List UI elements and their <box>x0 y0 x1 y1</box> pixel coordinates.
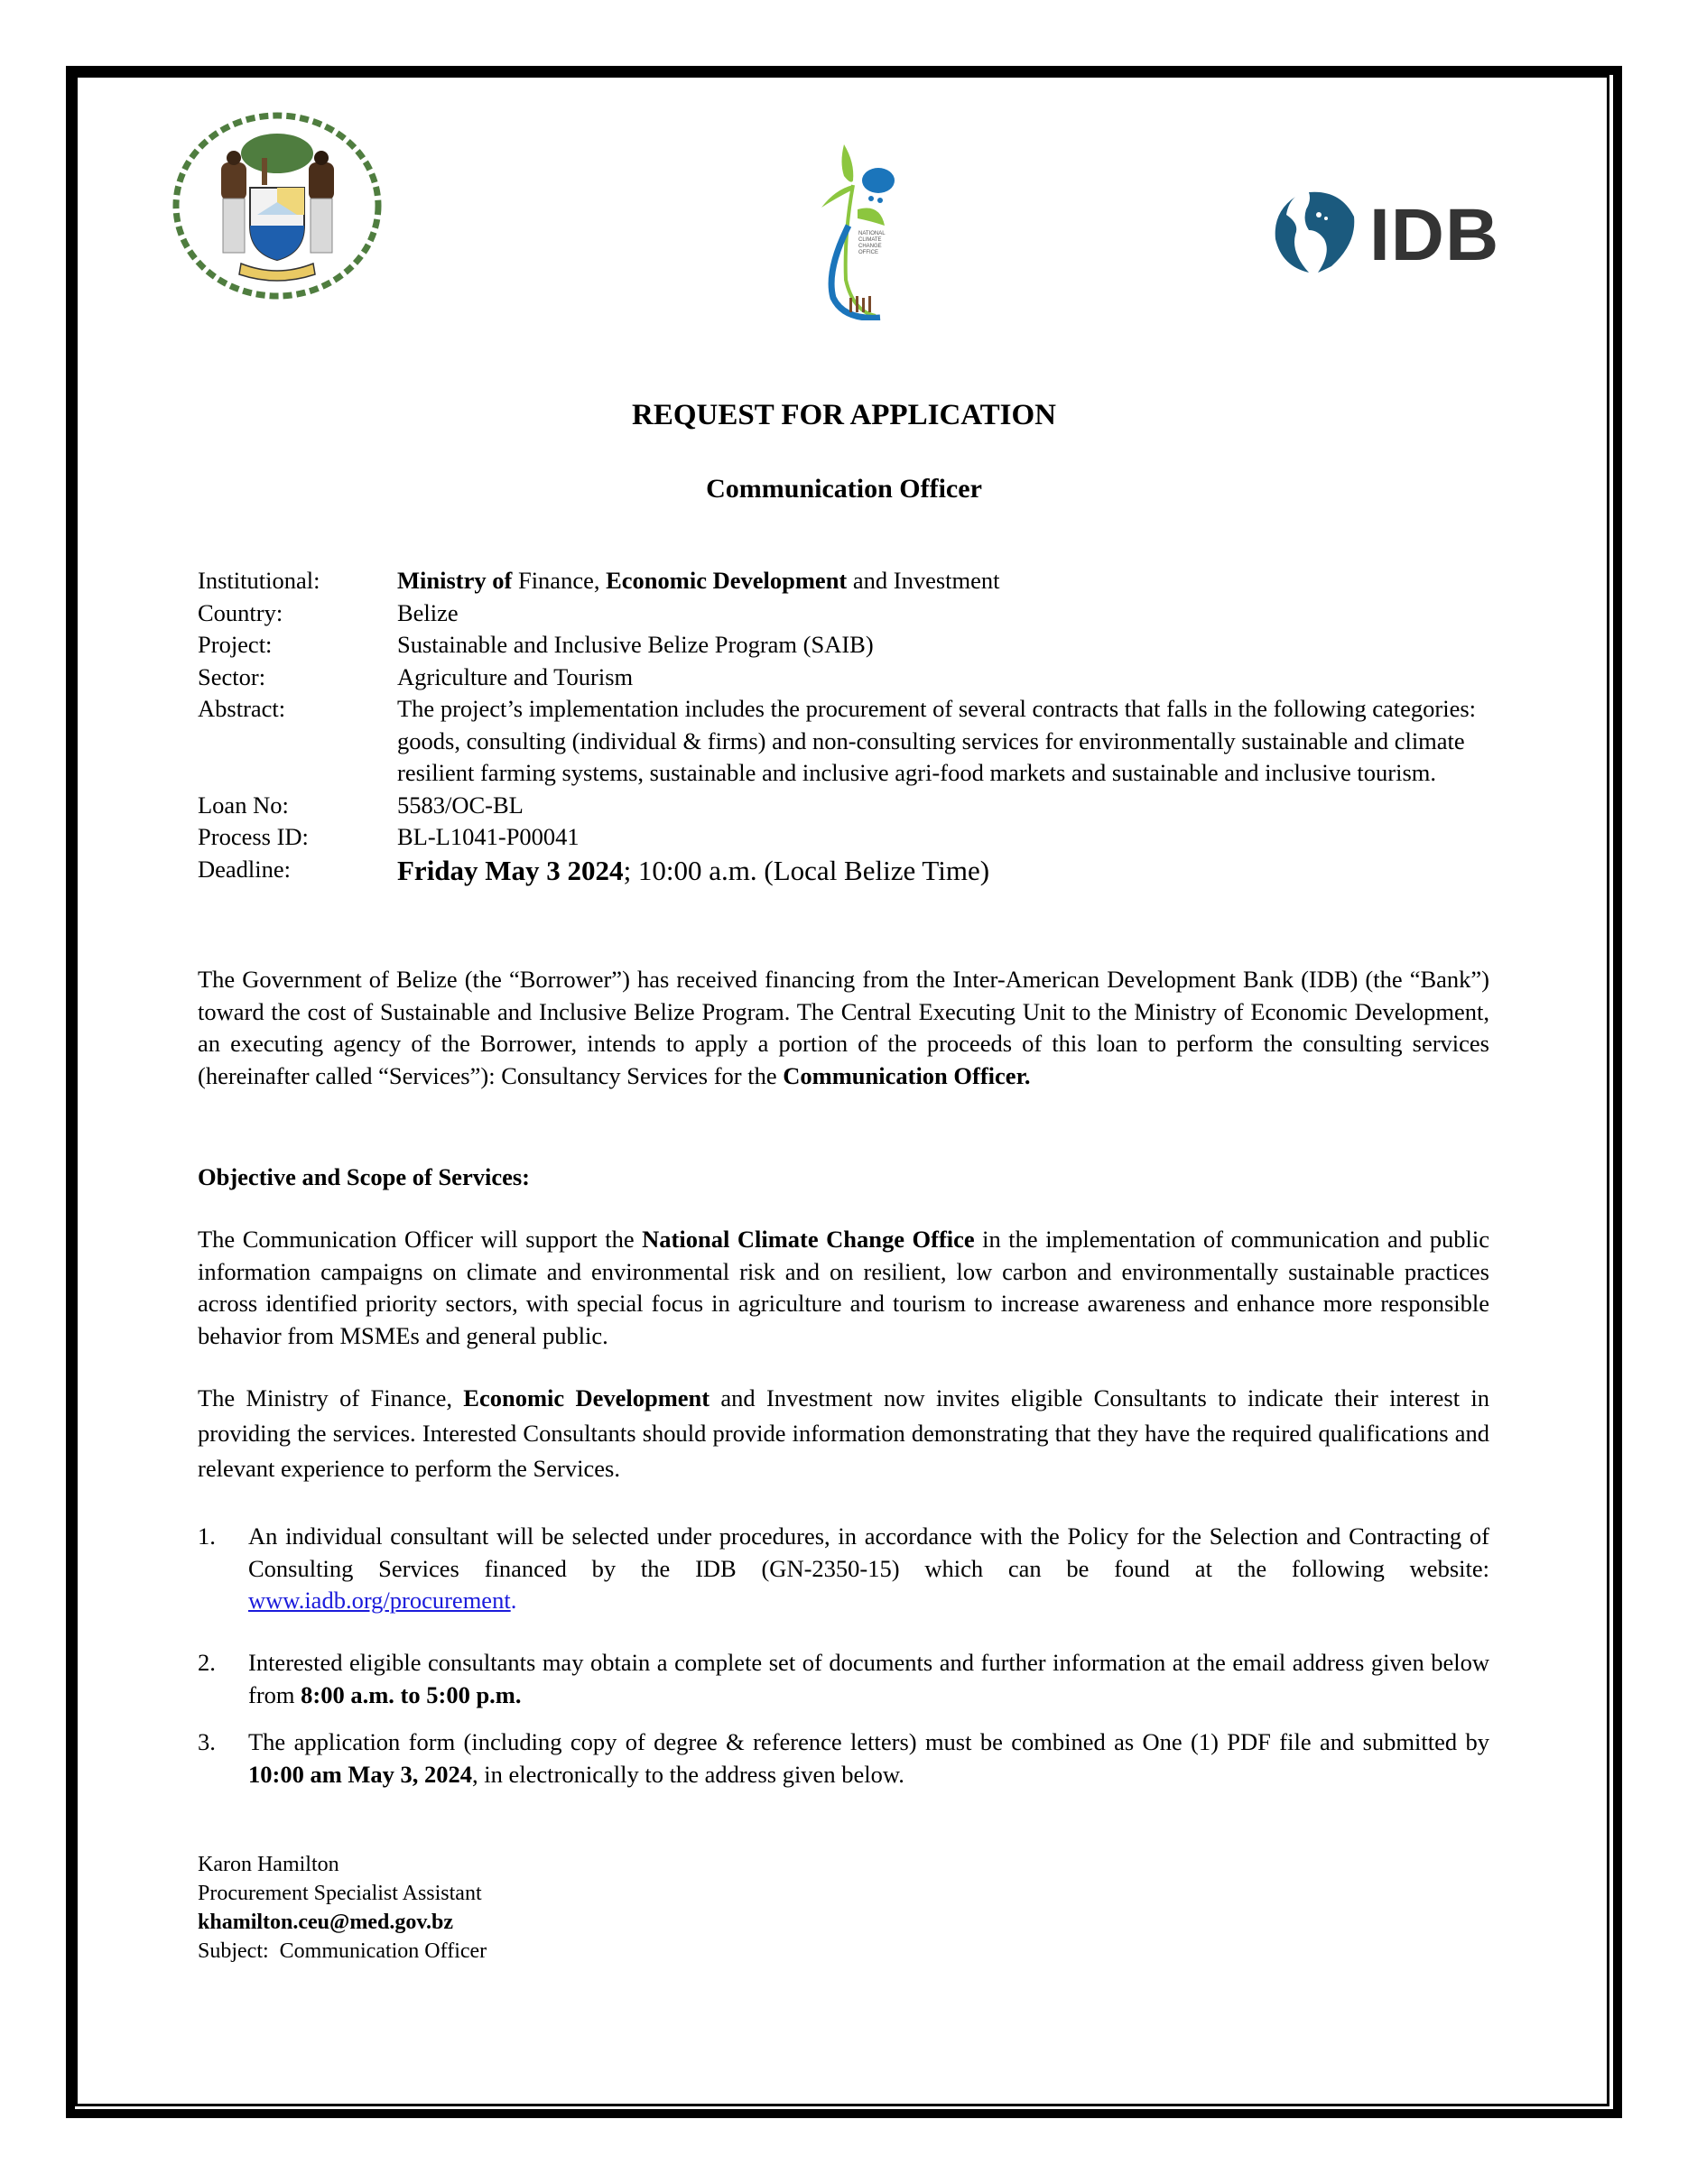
list-item <box>198 1647 1489 1711</box>
belize-coat-of-arms-logo <box>167 108 388 302</box>
info-label: Project: <box>198 631 273 658</box>
info-value: Belize <box>397 598 459 626</box>
page-subtitle: Communication Officer <box>706 474 982 504</box>
info-table <box>198 565 1489 888</box>
info-label: Sector: <box>198 662 266 690</box>
info-label: Loan No: <box>198 791 289 819</box>
info-row-abstract <box>198 693 1489 790</box>
info-label: Country: <box>198 598 283 626</box>
svg-text:CLIMATE: CLIMATE <box>858 237 882 243</box>
paragraph-financing: The Government of Belize (the “Borrower”) has received financing from the Inter-American Development Bank (IDB) (the “Bank”) toward the cost of Sustainable and Inclusive Belize Program. The Central Executing Unit to the Ministry of Economic Development, an executing agency of the Borrower, intends to apply a portion of the proceeds of this loan to perform the consulting services (hereinafter called “Services”): Consultancy Services for the Communication Officer. <box>198 966 1489 1089</box>
info-row-loan <box>198 790 1489 822</box>
list-text: Interested eligible consultants may obtain a complete set of documents and further information at the email address given below from 8:00 a.m. to 5:00 p.m. <box>248 1649 1489 1708</box>
signature-title: Procurement Specialist Assistant <box>198 1882 482 1905</box>
info-value: Ministry of Finance, Economic Development and Investment <box>397 567 1000 594</box>
paragraph-objective: The Communication Officer will support the National Climate Change Office in the implementation of communication and public information campaigns on climate and environmental risk and on resilient, low carbon and environmentally sustainable practices across identified priority sectors, with special focus in agriculture and tourism to increase awareness and enhance more responsible behavior from MSMEs and general public. <box>198 1226 1489 1349</box>
ncco-logo-text: NATIONAL <box>858 231 886 236</box>
info-row-project <box>198 629 1489 662</box>
list-number: 1. <box>198 1522 216 1550</box>
page-title: REQUEST FOR APPLICATION <box>631 399 1057 431</box>
paragraph-invitation: The Ministry of Finance, Economic Development and Investment now invites eligible Consultants to indicate their interest in providing the services. Interested Consultants should provide information demonstrating that they have the required qualifications and relevant experience to perform the Services. <box>198 1384 1489 1482</box>
info-row-sector <box>198 662 1489 694</box>
info-label: Deadline: <box>198 855 292 883</box>
signature-block <box>198 1850 487 1966</box>
list-text: An individual consultant will be selected under procedures, in accordance with the Policy for the Selection and Contracting of Consulting Services financed by the IDB (GN-2350-15) which can be found at the following website: www.iadb.org/procurement. <box>248 1522 1489 1614</box>
info-value: The project’s implementation includes the procurement of several contracts that falls in the following categories: goods, consulting (individual & firms) and non-consulting services for environmentally sustainable and climate resilient farming systems, sustainable and inclusive agri-food markets and sustainable and inclusive tourism. <box>397 695 1477 786</box>
svg-text:OFFICE: OFFICE <box>858 250 878 255</box>
signature-email: khamilton.ceu@med.gov.bz <box>198 1911 454 1934</box>
signature-subject: Subject: Communication Officer <box>198 1939 487 1963</box>
info-row-institutional <box>198 565 1489 597</box>
national-climate-change-office-logo <box>817 144 907 320</box>
signature-name: Karon Hamilton <box>198 1853 339 1876</box>
info-value: 5583/OC-BL <box>397 791 524 819</box>
info-value: Agriculture and Tourism <box>397 662 634 690</box>
list-item <box>198 1521 1489 1617</box>
info-value: BL-L1041-P00041 <box>397 823 580 850</box>
idb-globe-icon <box>1268 190 1359 275</box>
info-row-deadline <box>198 854 1489 888</box>
section-heading-objective: Objective and Scope of Services: <box>198 1163 530 1190</box>
info-label: Process ID: <box>198 823 309 850</box>
deadline-value: Friday May 3 2024; 10:00 a.m. (Local Belize Time) <box>397 854 990 886</box>
info-label: Institutional: <box>198 567 320 594</box>
info-row-country <box>198 597 1489 630</box>
info-value: Sustainable and Inclusive Belize Program (SAIB) <box>397 631 874 658</box>
svg-text:CHANGE: CHANGE <box>858 244 882 249</box>
info-row-process-id <box>198 821 1489 854</box>
info-label: Abstract: <box>198 695 286 722</box>
procurement-link[interactable]: www.iadb.org/procurement <box>248 1587 511 1614</box>
list-number: 2. <box>198 1649 216 1676</box>
idb-logo-text: IDB <box>1369 194 1500 276</box>
idb-logo <box>1268 190 1503 275</box>
list-item <box>198 1726 1489 1791</box>
list-number: 3. <box>198 1728 216 1755</box>
list-text: The application form (including copy of degree & reference letters) must be combined as One (1) PDF file and submitted by 10:00 am May 3, 2024, in electronically to the address given below. <box>248 1728 1489 1788</box>
